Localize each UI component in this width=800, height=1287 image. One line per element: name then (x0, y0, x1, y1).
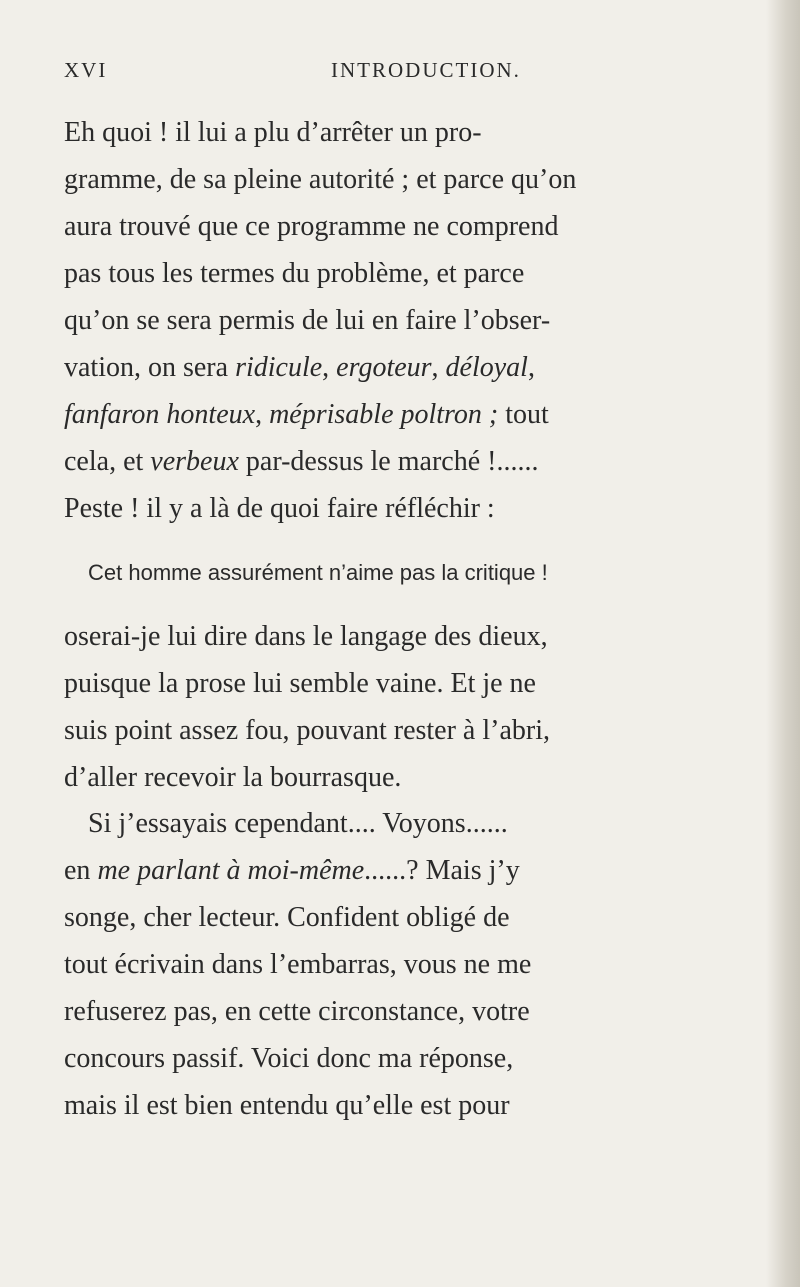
text-line: suis point assez fou, pouvant rester à l’abri, (64, 715, 550, 746)
text-line: concours passif. Voici donc ma réponse, (64, 1043, 514, 1074)
text-line: Si j’essayais cependant.... Voyons...... (88, 808, 508, 839)
text-line (64, 351, 535, 385)
italic-word: me parlant à moi-même (97, 855, 365, 886)
text-line (64, 398, 549, 432)
italic-word: verbeux (150, 446, 239, 477)
text-line: Peste ! il y a là de quoi faire réfléchir : (64, 493, 495, 524)
text-span: , (322, 352, 337, 383)
italic-word: déloyal (445, 352, 528, 383)
italic-word: ridicule (235, 352, 323, 383)
text-line: refuserez pas, en cette circonstance, votre (64, 996, 530, 1027)
text-line (64, 854, 520, 888)
text-line: mais il est bien entendu qu’elle est pour (64, 1090, 510, 1121)
text-line: pas tous les termes du problème, et parce (64, 258, 525, 289)
text-span: par-dessus le marché !...... (238, 446, 539, 477)
text-line: d’aller recevoir la bourrasque. (64, 762, 402, 793)
page-number: XVI (64, 58, 108, 82)
text-span: tout (498, 399, 549, 430)
text-span: , (255, 399, 270, 430)
text-span: vation, on sera (64, 352, 236, 383)
text-line: oserai-je lui dire dans le langage des dieux, (64, 621, 548, 652)
quoted-line: Cet homme assurément n’aime pas la critique ! (88, 560, 548, 585)
text-line: tout écrivain dans l’embarras, vous ne me (64, 949, 532, 980)
italic-word: ergoteur (336, 352, 432, 383)
text-line: qu’on se sera permis de lui en faire l’obser- (64, 305, 551, 336)
page-edge-shadow (766, 0, 800, 1287)
running-head (64, 58, 712, 88)
text-span: , (431, 352, 446, 383)
text-line: Eh quoi ! il lui a plu d’arrêter un pro- (64, 117, 482, 148)
text-span: cela, et (64, 446, 151, 477)
text-line: songe, cher lecteur. Confident obligé de (64, 902, 510, 933)
text-span: en (64, 855, 98, 886)
italic-word: fanfaron honteux (64, 399, 256, 430)
running-title: INTRODUCTION. (331, 58, 521, 82)
text-span: ......? Mais j’y (364, 855, 520, 886)
italic-word: méprisable poltron ; (269, 399, 499, 430)
text-line: gramme, de sa pleine autorité ; et parce qu’on (64, 164, 577, 195)
text-line: puisque la prose lui semble vaine. Et je ne (64, 668, 536, 699)
text-line: aura trouvé que ce programme ne comprend (64, 211, 559, 242)
text-line (64, 445, 538, 479)
text-span: , (527, 352, 535, 383)
